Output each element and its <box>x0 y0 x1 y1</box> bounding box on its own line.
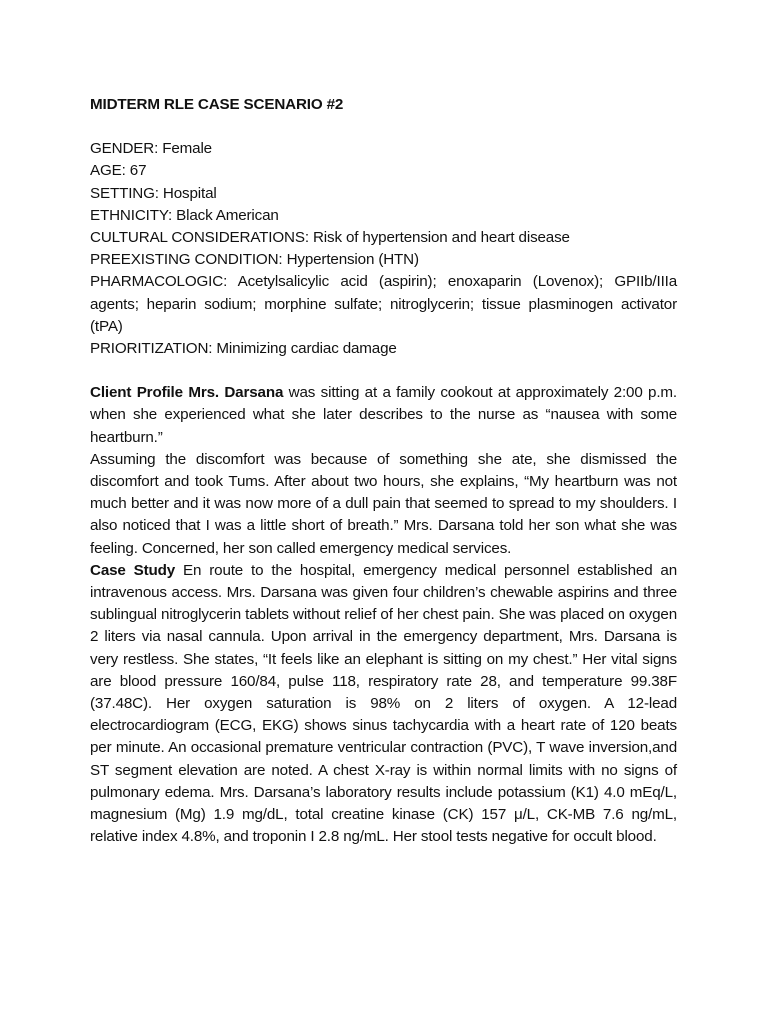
field-value: Acetylsalicylic acid (aspirin); enoxaparin (Lovenox); GPIIb/IIIa agents; heparin sodium; morphine sulfate; nitroglycerin; tissue plasminogen activator (tPA) <box>90 273 678 335</box>
field-label: AGE: <box>90 162 126 180</box>
field-value: Hypertension (HTN) <box>286 251 419 269</box>
case-fields <box>90 138 677 360</box>
field-cultural-considerations <box>90 227 677 249</box>
field-pharmacologic <box>90 271 677 338</box>
field-preexisting-condition <box>90 249 677 271</box>
document-title: MIDTERM RLE CASE SCENARIO #2 <box>90 96 344 113</box>
document-page <box>90 94 677 849</box>
client-profile-text: was sitting at a family cookout at approximately 2:00 p.m. when she experienced what she later describes to the nurse as “nausea with some heartburn.” <box>90 384 677 446</box>
case-study-heading: Case Study <box>90 561 176 579</box>
client-profile-heading: Client Profile Mrs. Darsana <box>90 384 284 402</box>
field-value: Female <box>162 140 212 158</box>
field-value: Hospital <box>162 184 217 202</box>
field-label: ETHNICITY: <box>90 206 173 224</box>
case-study-text: En route to the hospital, emergency medical personnel established an intravenous access. Mrs. Darsana was given four children’s chewable aspirins and three sublingual nitroglycerin tablets without relief of her chest pain. She was placed on oxygen 2 liters via nasal cannula. Upon arrival in the emergency department, Mrs. Darsana is very restless. She states, “It feels like an elephant is sitting on my chest.” Her vital signs are blood pressure 160/84, pulse 118, respiratory rate 28, and temperature 99.38F (37.48C). Her oxygen saturation is 98% on 2 liters of oxygen. A 12-lead electrocardiogram (ECG, EKG) shows sinus tachycardia with a heart rate of 120 beats per minute. An occasional premature ventricular contraction (PVC), T wave inversion,and ST segment elevation are noted. A chest X-ray is within normal limits with no signs of pulmonary edema. Mrs. Darsana’s laboratory results include potassium (K1) 4.0 mEq/L, magnesium (Mg) 1.9 mg/dL, total creatine kinase (CK) 157 μ/L, CK-MB 7.6 ng/mL, relative index 4.8%, and troponin I 2.8 ng/mL. Her stool tests negative for occult blood. <box>90 561 678 846</box>
field-gender <box>90 138 677 160</box>
discomfort-paragraph: Assuming the discomfort was because of something she ate, she dismissed the discomfort and took Tums. After about two hours, she explains, “My heartburn was not much better and it was now more of a dull pain that seemed to spread to my shoulders. I also noticed that I was a little short of breath.” Mrs. Darsana told her son what she was feeling. Concerned, her son called emergency medical services. <box>90 450 677 557</box>
field-age <box>90 160 677 182</box>
field-label: PRIORITIZATION: <box>90 340 213 358</box>
field-value: Black American <box>176 206 279 224</box>
field-label: CULTURAL CONSIDERATIONS: <box>90 229 309 247</box>
field-label: PREEXISTING CONDITION: <box>90 251 283 269</box>
field-label: PHARMACOLOGIC: <box>90 273 228 291</box>
field-label: SETTING: <box>90 184 159 202</box>
field-label: GENDER: <box>90 140 159 158</box>
case-study-paragraph <box>90 560 677 849</box>
field-value: Risk of hypertension and heart disease <box>312 229 570 247</box>
field-ethnicity <box>90 205 677 227</box>
field-prioritization <box>90 338 677 360</box>
client-profile-paragraph <box>90 382 677 449</box>
field-setting <box>90 183 677 205</box>
field-value: Minimizing cardiac damage <box>216 340 397 358</box>
field-value: 67 <box>129 162 147 180</box>
